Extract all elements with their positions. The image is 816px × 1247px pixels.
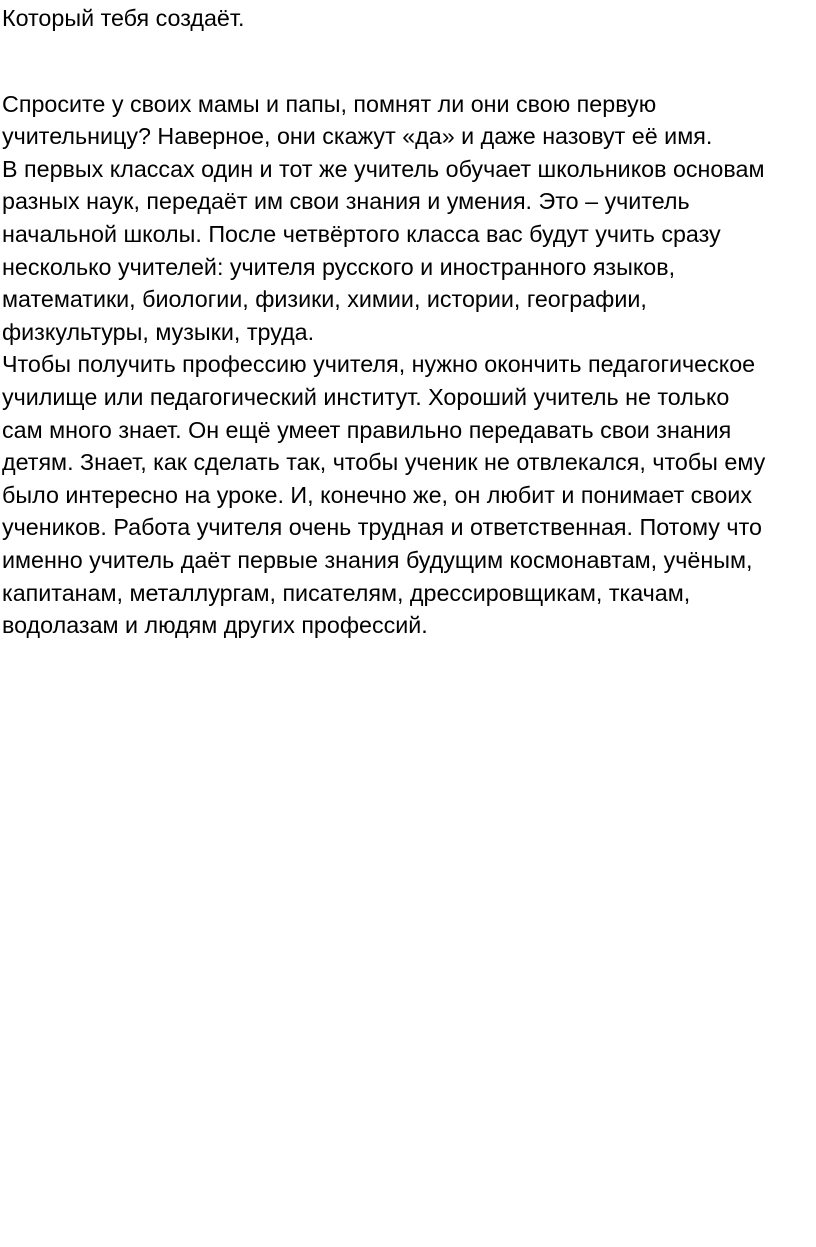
text-line: Чтобы получить профессию учителя, нужно окончить педагогическое: [2, 351, 756, 378]
text-line: училище или педагогический институт. Хороший учитель не только: [2, 383, 730, 410]
text-line: водолазам и людям других профессий.: [2, 612, 428, 639]
paragraph-teacher-profession: [2, 348, 814, 641]
text-line: было интересно на уроке. И, конечно же, он любит и понимает своих: [2, 481, 752, 508]
heading-line: Который тебя создаёт.: [2, 5, 245, 31]
text-line: физкультуры, музыки, труда.: [2, 318, 315, 345]
text-line: начальной школы. После четвёртого класса вас будут учить сразу: [2, 220, 721, 247]
text-line: сам много знает. Он ещё умеет правильно передавать свои знания: [2, 416, 732, 443]
paragraph-primary-school: [2, 153, 814, 349]
text-line: В первых классах один и тот же учитель обучает школьников основам: [2, 155, 765, 182]
text-line: детям. Знает, как сделать так, чтобы ученик не отвлекался, чтобы ему: [2, 449, 766, 476]
text-line: именно учитель даёт первые знания будущим космонавтам, учёным,: [2, 546, 753, 573]
text-line: разных наук, передаёт им свои знания и умения. Это – учитель: [2, 188, 690, 215]
text-line: несколько учителей: учителя русского и иностранного языков,: [2, 253, 676, 280]
document-text: [2, 2, 814, 642]
paragraph-ask-parents: [2, 88, 814, 153]
text-line: учеников. Работа учителя очень трудная и ответственная. Потому что: [2, 514, 762, 541]
text-line: капитанам, металлургам, писателям, дрессировщикам, ткачам,: [2, 579, 691, 606]
text-line: Спросите у своих мамы и папы, помнят ли они свою первую: [2, 90, 657, 117]
blank-spacer: [2, 35, 814, 88]
text-line: математики, биологии, физики, химии, истории, географии,: [2, 286, 647, 313]
text-line: учительницу? Наверное, они скажут «да» и даже назовут её имя.: [2, 123, 713, 150]
